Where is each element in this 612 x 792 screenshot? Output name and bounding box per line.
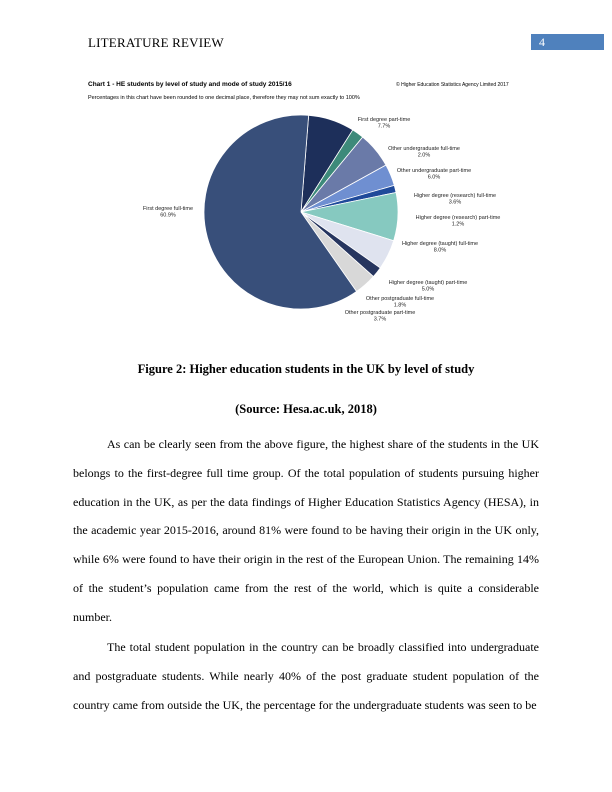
body-paragraph-2: The total student population in the country can be broadly classified into undergraduate and postgraduate students. While nearly 40% of the post graduate student population of the country came from outside the UK, the percentage for the undergraduate students was seen to be (73, 640, 539, 712)
pie-slice-label: Higher degree (taught) part-time (388, 280, 468, 286)
figure-caption: Figure 2: Higher education students in the UK by level of study (137, 362, 475, 376)
pie-slice-value: 3.6% (448, 199, 462, 206)
pie-slice-label: Higher degree (research) part-time (415, 215, 501, 221)
pie-slice-value: 2.0% (417, 152, 431, 159)
chart-copyright: © Higher Education Statistics Agency Limited 2017 (396, 82, 509, 88)
pie-slice-value: 60.9% (160, 212, 176, 219)
pie-slice-value: 7.7% (377, 123, 391, 130)
pie-chart (0, 0, 612, 340)
pie-slice-label: Other postgraduate full-time (365, 296, 435, 302)
chart-note: Percentages in this chart have been rounded to one decimal place, therefore they may not sum exactly to 100% (88, 95, 360, 101)
body-paragraph-1: As can be clearly seen from the above figure, the highest share of the students in the UK belongs to the first-degree full time group. Of the total population of students pursuing higher education in the UK, as per the data findings of Higher Education Statistics Agency (HESA), in the academic year 2015-2016, around 81% were found to be having their origin in the UK only, while 6% were found to have their origin in the rest of the European Union. The remaining 14% of the student’s population came from the rest of the world, which is quite a considerable number. (73, 437, 539, 624)
pie-slice-value: 1.8% (393, 302, 407, 309)
pie-slice-value: 5.0% (421, 286, 435, 293)
pie-slice-value: 6.0% (427, 174, 441, 181)
pie-slice-label: Higher degree (research) full-time (413, 193, 497, 199)
pie-slice-label: Other undergraduate full-time (388, 146, 460, 152)
figure-source: (Source: Hesa.ac.uk, 2018) (235, 402, 377, 416)
page-number-badge: 4 (531, 34, 604, 50)
pie-slice-label: Other postgraduate part-time (344, 310, 416, 316)
pie-slice-label: First degree part-time (357, 117, 411, 123)
pie-slice-value: 3.7% (373, 316, 387, 323)
chart-title: Chart 1 - HE students by level of study and mode of study 2015/16 (88, 81, 292, 88)
pie-slice-label: Other undergraduate part-time (396, 168, 472, 174)
running-header-title: LITERATURE REVIEW (88, 35, 224, 50)
pie-slice-label: Higher degree (taught) full-time (401, 241, 479, 247)
pie-slice-value: 1.2% (451, 221, 465, 228)
pie-slice-label: First degree full-time (142, 206, 194, 212)
pie-slice-value: 8.0% (433, 247, 447, 254)
